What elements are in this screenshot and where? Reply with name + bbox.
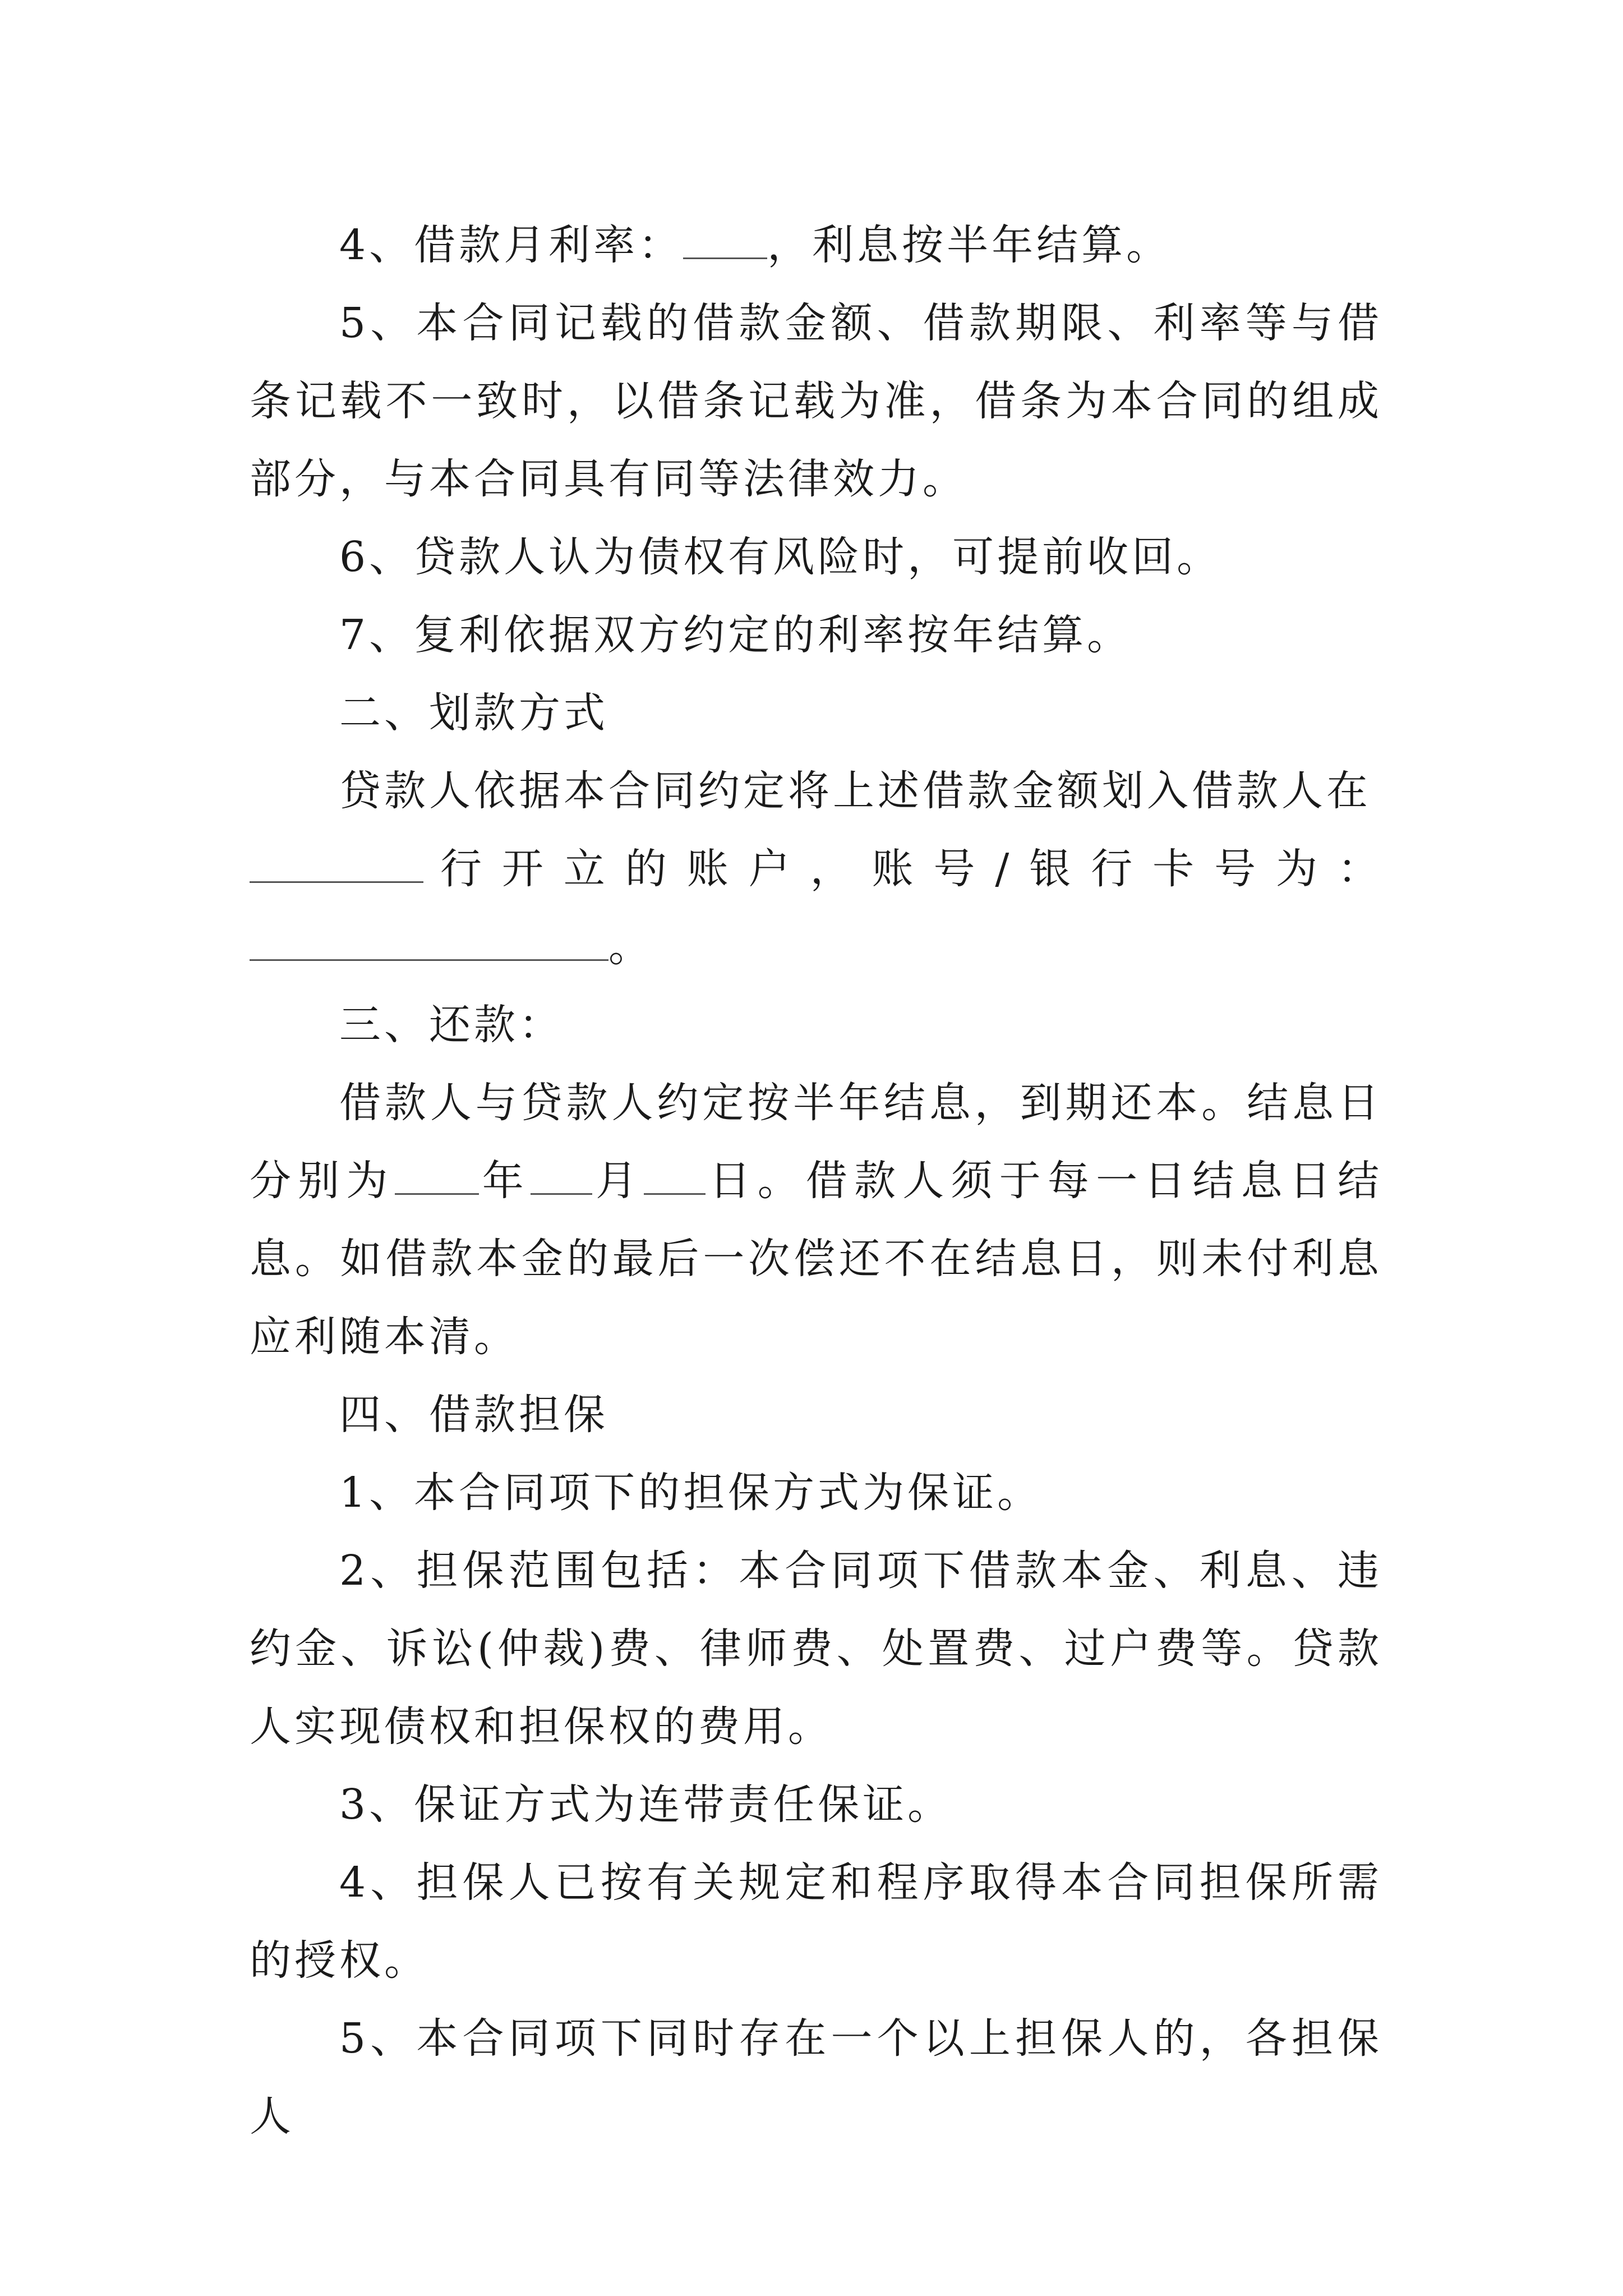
clause-text: 借款人与贷款人约定按半年结息，到期还本。结息日分别为 (250, 1079, 1382, 1205)
char: / (995, 845, 1013, 893)
guarantee-clause-5: 5、本合同项下同时存在一个以上担保人的，各担保人 (250, 2014, 1382, 2141)
blank-field-month (531, 1154, 592, 1195)
char: 的 (625, 845, 670, 893)
char: 为 (1276, 845, 1321, 893)
clause-text: 日。借款人须于每一日结息日结息。如借款本金的最后一次偿还不在结息日，则未付利息应利随本清。 (250, 1157, 1383, 1361)
char: 账 (686, 845, 732, 893)
char: 号 (1214, 845, 1260, 893)
blank-field-day (644, 1154, 706, 1195)
guarantee-clause-4: 4、担保人已按有关规定和程序取得本合同担保所需的授权。 (250, 1858, 1382, 1985)
blank-field-bank-name (250, 842, 423, 883)
blank-field-monthly-rate (683, 218, 767, 259)
guarantee-clause-2: 2、担保范围包括：本合同项下借款本金、利息、违约金、诉讼(仲裁)费、律师费、处置费、过户费等。贷款人实现债权和担保权的费用。 (250, 1547, 1382, 1751)
transfer-line-3 (250, 908, 1382, 986)
clause-7-compound-interest: 7、复利依据双方约定的利率按年结算。 (339, 611, 1132, 659)
char: 卡 (1152, 845, 1198, 893)
clause-text: 4、借款月利率： (339, 221, 684, 269)
guarantee-clause-3: 3、保证方式为连带责任保证。 (339, 1780, 953, 1829)
char: 行 (440, 845, 485, 893)
clause-4-interest-rate (250, 206, 1382, 284)
clause-text: 年 (478, 1157, 531, 1205)
char: 号 (933, 845, 979, 893)
char: 户 (748, 845, 794, 893)
clause-text: ，利息按半年结算。 (767, 221, 1172, 269)
clause-5-iou-precedence: 5、本合同记载的借款金额、借款期限、利率等与借条记载不一致时，以借条记载为准，借条为本合同的组成部分，与本合同具有同等法律效力。 (250, 299, 1382, 503)
transfer-line-2 (250, 830, 1382, 908)
section-heading-transfer: 二、划款方式 (339, 689, 608, 737)
char: 账 (872, 845, 917, 893)
char: 开 (501, 845, 547, 893)
char: ： (1337, 845, 1382, 893)
repayment-paragraph (250, 1064, 1382, 1376)
char: 立 (563, 845, 608, 893)
transfer-line-1: 贷款人依据本合同约定将上述借款金额划入借款人在 (339, 767, 1371, 815)
clause-6-early-recall: 6、贷款人认为债权有风险时，可提前收回。 (339, 533, 1222, 581)
char: ， (810, 845, 855, 893)
transfer-paragraph (250, 752, 1382, 986)
guarantee-clause-1: 1、本合同项下的担保方式为保证。 (339, 1469, 1043, 1517)
blank-field-year (395, 1154, 479, 1195)
document-body (250, 206, 1382, 2156)
clause-text: 。 (608, 923, 653, 971)
clause-text: 月 (592, 1157, 644, 1205)
section-heading-guarantee: 四、借款担保 (339, 1391, 608, 1439)
char: 行 (1091, 845, 1136, 893)
blank-field-account-number (250, 920, 608, 961)
char: 银 (1029, 845, 1075, 893)
section-heading-repayment: 三、还款： (339, 1001, 564, 1049)
